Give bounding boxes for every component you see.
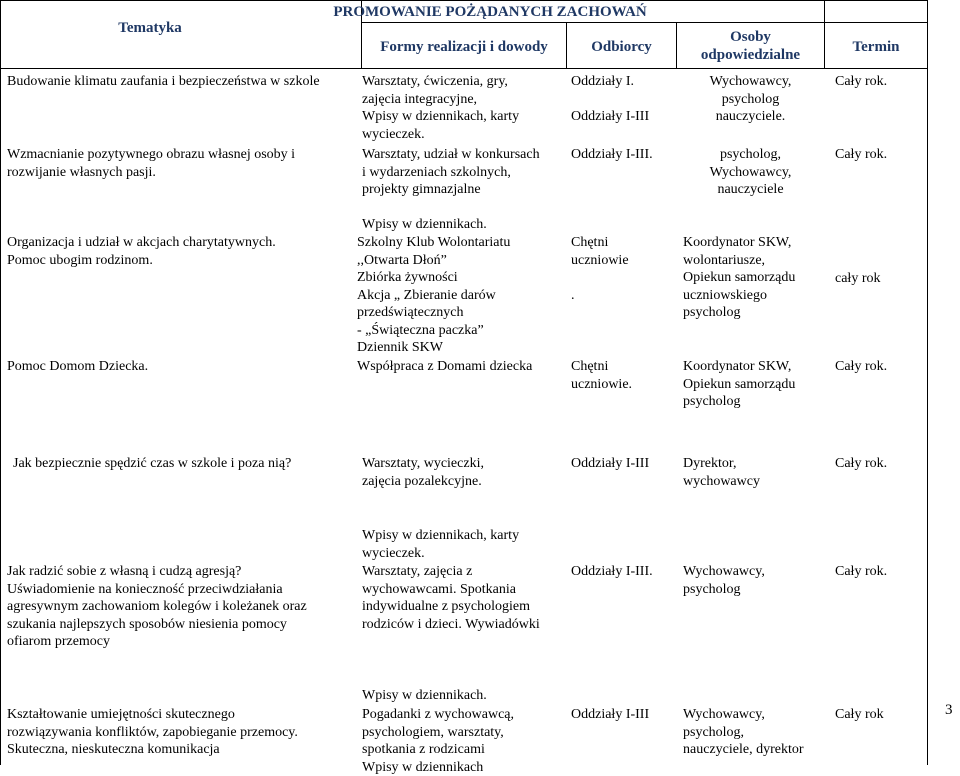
row-5-odbiorcy: Oddziały I-III	[571, 456, 650, 471]
row-4-odbiorcy: Chętni uczniowie.	[571, 359, 633, 392]
row-2-odbiorcy: Oddziały I-III.	[571, 147, 653, 162]
row-3-tematyka: Organizacja i udział w akcjach charytatywnych. Pomoc ubogim rodzinom.	[7, 235, 276, 268]
row-3-termin: cały rok	[835, 271, 881, 286]
row-4-tematyka: Pomoc Domom Dziecka.	[7, 359, 149, 374]
row-3-formy: Szkolny Klub Wolontariatu ,,Otwarta Dłoń” Zbiórka żywności Akcja „ Zbieranie darów przedświątecznych - „Świąteczna paczka” Dziennik SKW	[357, 235, 511, 355]
row-1-osoby: Wychowawcy, psycholog nauczyciele.	[709, 74, 792, 124]
row-5-tematyka: Jak bezpiecznie spędzić czas w szkole i poza nią?	[13, 456, 292, 471]
row-6-termin: Cały rok.	[835, 564, 888, 579]
header-odbiorcy: Odbiorcy	[591, 39, 652, 55]
row-7-tematyka: Kształtowanie umiejętności skutecznego rozwiązywania konfliktów, zapobieganie przemocy. Skuteczna, nieskuteczna komunikacja	[7, 707, 298, 757]
header-divider	[361, 22, 928, 23]
table-border-right	[927, 0, 928, 765]
row-1-formy: Warsztaty, ćwiczenia, gry, zajęcia integracyjne, Wpisy w dziennikach, karty wycieczek.	[362, 74, 520, 142]
row-3-odbiorcy: Chętni uczniowie .	[571, 235, 629, 303]
row-6-formy: Warsztaty, zajęcia z wychowawcami. Spotkania indywidualne z psychologiem rodziców i dzieci. Wywiadówki	[362, 564, 540, 632]
row-7-odbiorcy: Oddziały I-III	[571, 707, 650, 722]
row-2-osoby: psycholog, Wychowawcy, nauczyciele	[709, 147, 792, 197]
row-1-odbiorcy: Oddziały I. Oddziały I-III	[571, 74, 650, 124]
row-7-termin: Cały rok	[835, 707, 884, 722]
row-2-formy: Warsztaty, udział w konkursach i wydarzeniach szkolnych, projekty gimnazjalne	[362, 147, 540, 197]
row-4-termin: Cały rok.	[835, 359, 888, 374]
header-formy: Formy realizacji i dowody	[380, 39, 548, 55]
row-6-tematyka: Jak radzić sobie z własną i cudzą agresją? Uświadomienie na konieczność przeciwdziałania agresywnym zachowaniom kolegów i koleżanek oraz szukania najlepszych sposobów niesienia pomocy ofiarom przemocy	[7, 564, 307, 649]
row-6-formy-top: Wpisy w dziennikach, karty wycieczek.	[362, 528, 520, 561]
row-3-osoby: Koordynator SKW, wolontariusze, Opiekun samorządu uczniowskiego psycholog	[683, 235, 796, 320]
header-termin: Termin	[852, 39, 900, 55]
row-5-formy: Warsztaty, wycieczki, zajęcia pozalekcyjne.	[362, 456, 484, 489]
row-7-formy: Pogadanki z wychowawcą, psychologiem, warsztaty, spotkania z rodzicami Wpisy w dziennikach	[362, 707, 515, 775]
row-7-osoby: Wychowawcy, psycholog, nauczyciele, dyrektor	[683, 707, 804, 757]
row-3-formy-top: Wpisy w dziennikach.	[362, 217, 487, 232]
row-4-osoby: Koordynator SKW, Opiekun samorządu psycholog	[683, 359, 796, 409]
header-border-bottom	[0, 68, 928, 69]
header-osoby: Osoby odpowiedzialne	[700, 29, 801, 63]
table-border-left	[0, 0, 1, 765]
row-1-tematyka: Budowanie klimatu zaufania i bezpieczeństwa w szkole	[7, 74, 320, 89]
row-7-formy-top: Wpisy w dziennikach.	[362, 688, 487, 703]
header-tematyka: Tematyka	[118, 20, 182, 36]
col-divider-osoby	[824, 0, 825, 68]
row-6-odbiorcy: Oddziały I-III.	[571, 564, 653, 579]
row-2-termin: Cały rok.	[835, 147, 888, 162]
row-1-termin: Cały rok.	[835, 74, 888, 89]
table-border-top	[0, 0, 928, 1]
row-4-formy: Współpraca z Domami dziecka	[357, 359, 533, 374]
row-5-osoby: Dyrektor, wychowawcy	[683, 456, 760, 489]
row-5-termin: Cały rok.	[835, 456, 888, 471]
page-number: 3	[945, 702, 953, 718]
section-title: PROMOWANIE POŻĄDANYCH ZACHOWAŃ	[333, 4, 647, 20]
row-6-osoby: Wychowawcy, psycholog	[683, 564, 765, 597]
row-2-tematyka: Wzmacnianie pozytywnego obrazu własnej osoby i rozwijanie własnych pasji.	[7, 147, 296, 180]
